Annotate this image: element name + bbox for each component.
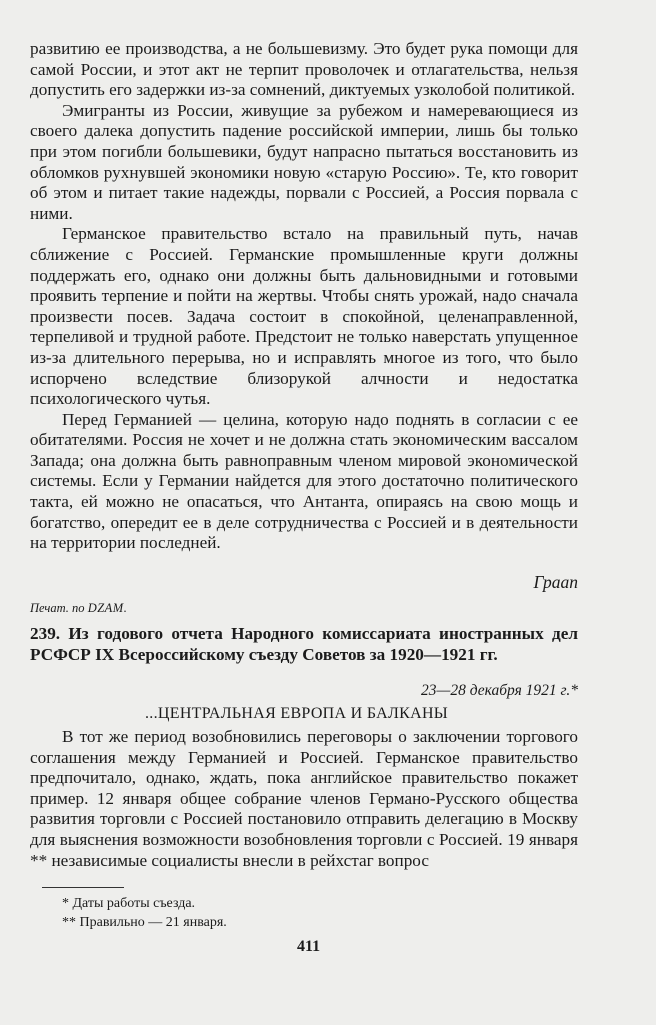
- paragraph: В тот же период возобновились переговоры о заключении торгового соглашения между Германией и Россией. Германское правительство предпочитало, однако, ждать, пока английское правительство покажет пример. 12 января общее собрание членов Германо-Русского общества развития торговли с Россией постановило отправить делегацию в Москву для выяснения возможности возобновления торговли с Россией. 19 января ** независимые социалисты внесли в рейхстаг вопрос: [30, 727, 578, 870]
- paragraph: Перед Германией — целина, которую надо поднять в согласии с ее обитателями. Россия не хочет и не должна стать экономическим вассалом Запада; она должна быть равноправным членом мировой экономической системы. Если у Германии найдется для этого достаточно политического такта, ей можно не опасаться, что Антанта, опираясь на свою мощь и богатство, опередит ее в деле сотрудничества с Россией и в деятельности на территории последней.: [30, 409, 578, 553]
- signature: Граап: [533, 572, 578, 592]
- paragraph: развитию ее производства, а не большевизму. Это будет рука помощи для самой России, и этот акт не терпит проволочек и отлагательства, нельзя допустить его задержки из-за сомнений, диктуемых узколобой политикой.: [30, 39, 578, 100]
- footnote-divider: [42, 887, 124, 888]
- document-heading: 239. Из годового отчета Народного комиссариата иностранных дел РСФСР IX Всероссийскому съезду Советов за 1920—1921 гг.: [30, 624, 578, 664]
- footnote: ** Правильно — 21 января.: [62, 915, 227, 930]
- section-title: ...ЦЕНТРАЛЬНАЯ ЕВРОПА И БАЛКАНЫ: [145, 705, 449, 722]
- page-number: 411: [297, 938, 321, 955]
- source-prefix: Печат. по: [30, 601, 85, 615]
- document-text: [30, 727, 578, 871]
- paragraph: Эмигранты из России, живущие за рубежом и намеревающиеся из своего далека допустить падение российской империи, лишь бы только при этом погибли большевики, будут напрасно пытаться восстановить из обломков рухнувшей экономики новую «старую Россию». Те, кто говорит об этом и питает такие надежды, порвали с Россией, а Россия порвала с ними.: [30, 100, 578, 223]
- paragraph: Германское правительство встало на правильный путь, начав сближение с Россией. Германские промышленные круги должны поддержать его, однако они должны быть дальновидными и готовыми проявить терпение и пойти на жертвы. Чтобы снять урожай, надо сначала произвести посев. Задача состоит в спокойной, целенаправленной, терпеливой и трудной работе. Предстоит не только наверстать упущенное из-за длительного перерыва, но и исправлять многое из того, что было испорчено вследствие близорукой алчности и недостатка психологического чутья.: [30, 224, 578, 409]
- footnote: * Даты работы съезда.: [62, 896, 196, 911]
- document-date: 23—28 декабря 1921 г.*: [421, 682, 578, 699]
- source-archive: DZAM.: [87, 601, 128, 615]
- source-note: [30, 601, 127, 616]
- continuation-text: [30, 39, 578, 554]
- footnotes: [62, 894, 227, 932]
